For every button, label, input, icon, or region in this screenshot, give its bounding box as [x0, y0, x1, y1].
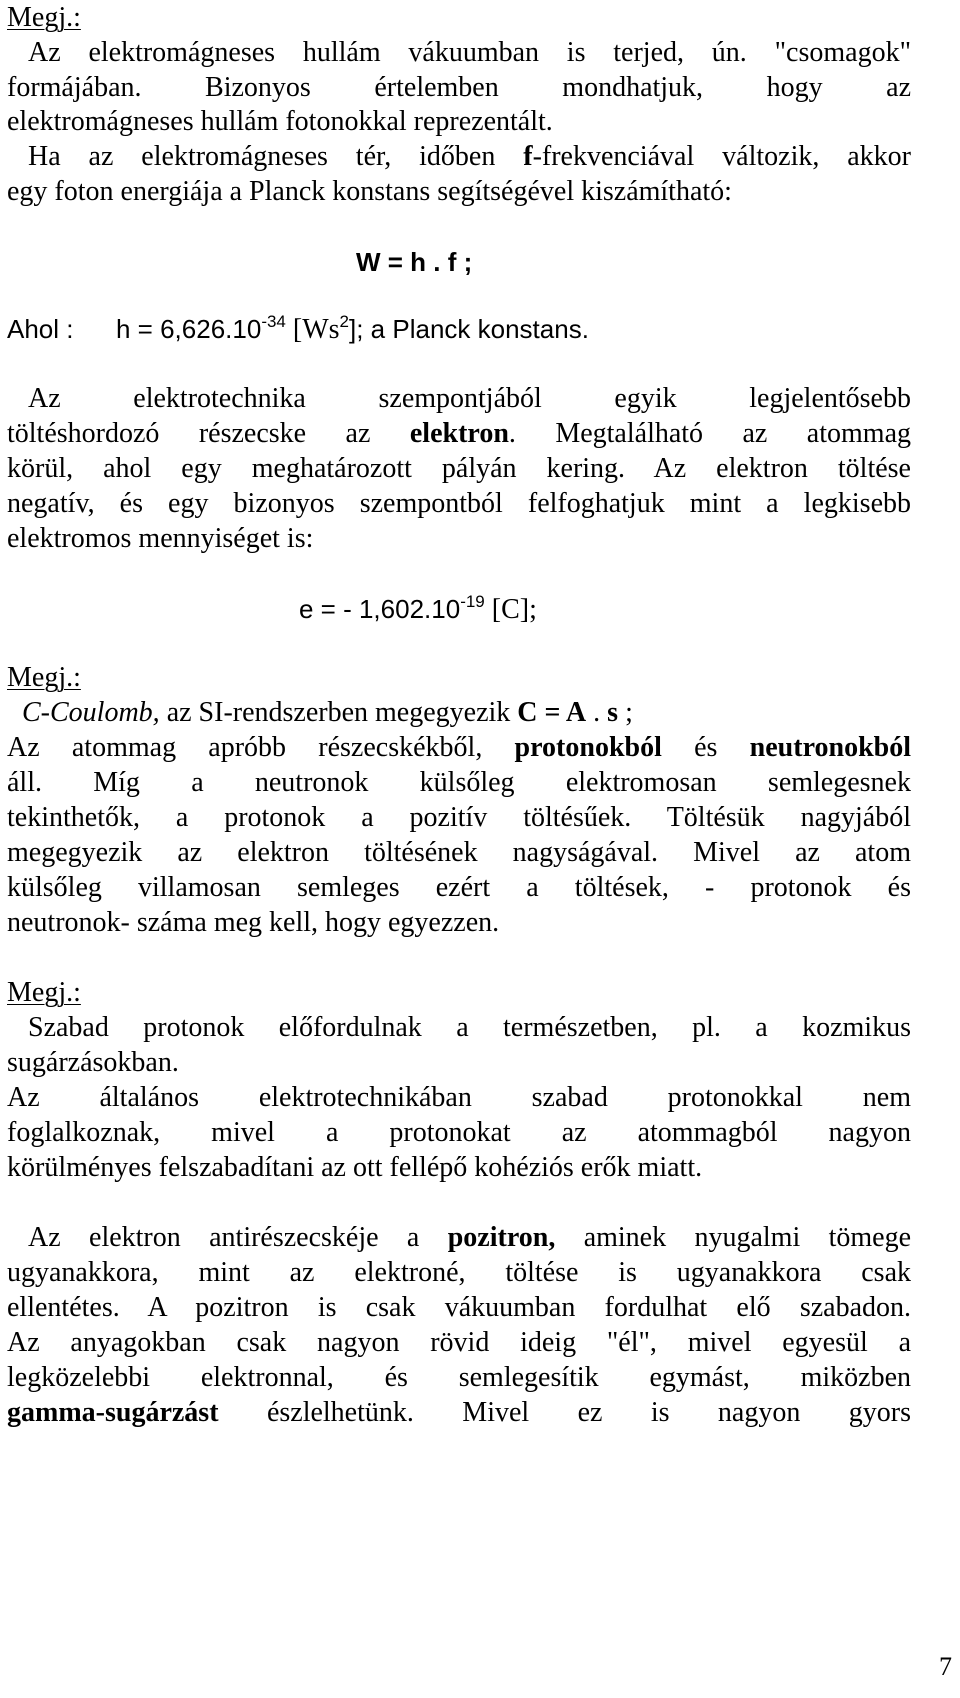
paragraph-line: Az elektromágneses hullám vákuumban is terjed, ún. "csomagok"	[28, 37, 911, 68]
paragraph-line: Az anyagokban csak nagyon rövid ideig "él", mivel egyesül a	[7, 1327, 911, 1358]
paragraph-line: formájában. Bizonyos értelemben mondhatjuk, hogy az	[7, 72, 911, 103]
paragraph-line: foglalkoznak, mivel a protonokat az atommagból nagyon	[7, 1117, 911, 1148]
note-heading: Megj.:	[7, 977, 81, 1008]
paragraph-line: legközelebbi elektronnal, és semlegesítik egymást, miközben	[7, 1362, 911, 1393]
ahol-label: Ahol :	[7, 314, 74, 344]
paragraph-line: Ha az elektromágneses tér, időben f-frekvenciával változik, akkor	[28, 141, 912, 172]
paragraph-line: gamma-sugárzást észlelhetünk. Mivel ez is nagyon gyors	[7, 1397, 911, 1428]
paragraph-line: ellentétes. A pozitron is csak vákuumban fordulhat elő szabadon.	[7, 1292, 911, 1323]
paragraph-line: ugyanakkora, mint az elektroné, töltése is ugyanakkora csak	[7, 1257, 911, 1288]
paragraph-line: Az elektrotechnika szempontjából egyik legjelentősebb	[28, 383, 911, 414]
paragraph-line: töltéshordozó részecske az elektron. Megtalálható az atommag	[7, 418, 911, 449]
planck-constant: $h = 6,626.10^{-34}$ [Ws$^2$]; a Planck konstans.	[116, 312, 589, 345]
paragraph-line: Szabad protonok előfordulnak a természetben, pl. a kozmikus	[28, 1012, 911, 1043]
note-heading: Megj.:	[7, 2, 81, 33]
paragraph-line: külsőleg villamosan semleges ezért a töltések, - protonok és	[7, 872, 911, 903]
paragraph-line: elektromágneses hullám fotonokkal reprezentált.	[7, 106, 553, 137]
paragraph-line: negatív, és egy bizonyos szempontból felfoghatjuk mint a legkisebb	[7, 488, 911, 519]
paragraph-line: elektromos mennyiséget is:	[7, 523, 314, 554]
paragraph-line: megegyezik az elektron töltésének nagyságával. Mivel az atom	[7, 837, 911, 868]
paragraph-line: egy foton energiája a Planck konstans segítségével kiszámítható:	[7, 176, 732, 207]
note-heading: Megj.:	[7, 662, 81, 693]
paragraph-line: Az atommag apróbb részecskékből, protonokból és neutronokból	[7, 732, 911, 763]
paragraph-line: Az elektron antirészecskéje a pozitron, aminek nyugalmi tömege	[28, 1222, 912, 1253]
electron-charge-formula: e = - $1,602.10^{-19}$ [C];	[299, 592, 537, 625]
coulomb-line: C-Coulomb, az SI-rendszerben megegyezik C = A . s ;	[22, 697, 633, 728]
planck-formula: W = h . f ;	[356, 247, 473, 277]
paragraph-line: neutronok- száma meg kell, hogy egyezzen.	[7, 907, 500, 938]
page-number: 7	[939, 1652, 952, 1681]
paragraph-line: áll. Míg a neutronok külsőleg elektromosan semlegesnek	[7, 767, 911, 798]
paragraph-line: sugárzásokban.	[7, 1047, 179, 1078]
paragraph-line: körül, ahol egy meghatározott pályán kering. Az elektron töltése	[7, 453, 911, 484]
paragraph-line: körülményes felszabadítani az ott fellépő kohéziós erők miatt.	[7, 1152, 703, 1183]
paragraph-line: tekinthetők, a protonok a pozitív töltésűek. Töltésük nagyjából	[7, 802, 911, 833]
paragraph-line: Az általános elektrotechnikában szabad protonokkal nem	[7, 1082, 911, 1113]
